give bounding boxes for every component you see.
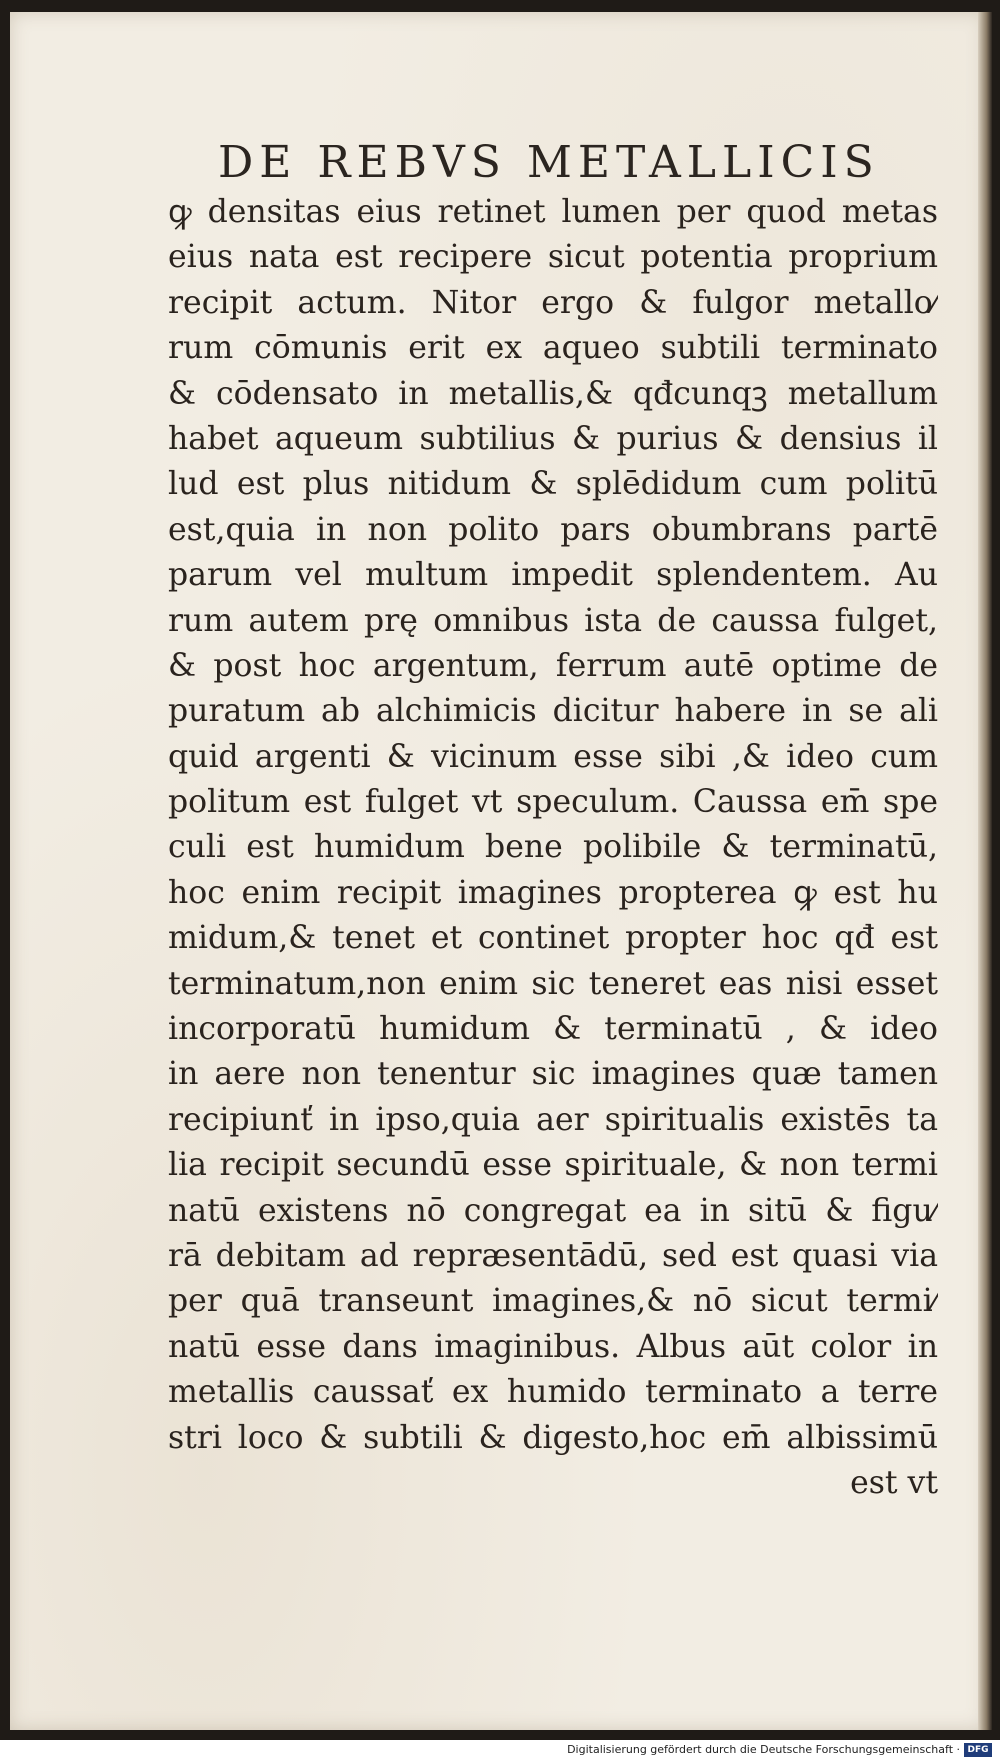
text-line: puratum ab alchimicis dicitur habere in se ali (168, 693, 938, 730)
dfg-logo-icon: DFG (964, 1743, 992, 1757)
text-line: rā debitam ad repræsentādū, sed est quasi via (168, 1237, 938, 1274)
text-line: hoc enim recipit imagines propterea ꝙ est hu (168, 874, 938, 911)
text-line: quid argenti & vicinum esse sibi ,& ideo cum (168, 738, 938, 775)
text-line: rum cōmunis erit ex aqueo subtili terminato (168, 330, 938, 367)
text-line: habet aqueum subtilius & purius & densius il (168, 420, 938, 457)
text-line: natū existens nō congregat ea in sitū & figu⁄ (168, 1192, 938, 1229)
funding-credit: Digitalisierung gefördert durch die Deutsche Forschungsgemeinschaft · (567, 1743, 960, 1756)
text-line: per quā transeunt imagines,& nō sicut termi⁄ (168, 1283, 938, 1320)
text-line: parum vel multum impedit splendentem. Au (168, 557, 938, 594)
text-line: recipit actum. Nitor ergo & fulgor metallo⁄ (168, 284, 938, 321)
text-line: & cōdensato in metallis,& qđcunqꝫ metallum (168, 375, 938, 412)
text-line: in aere non tenentur sic imagines quæ tamen (168, 1056, 938, 1093)
text-line: stri loco & subtili & digesto,hoc em̄ albissimū (168, 1419, 938, 1456)
text-line: midum,& tenet et continet propter hoc qđ est (168, 920, 938, 957)
book-page (10, 12, 985, 1730)
text-line: est,quia in non polito pars obumbrans partē (168, 511, 938, 548)
text-line: lia recipit secundū esse spirituale, & non termi (168, 1147, 938, 1184)
text-line: terminatum,non enim sic teneret eas nisi esset (168, 965, 938, 1002)
text-line: incorporatū humidum & terminatū , & ideo (168, 1011, 938, 1048)
text-line: natū esse dans imaginibus. Albus aūt color in (168, 1328, 938, 1365)
text-line: recipiunť in ipso,quia aer spiritualis existēs ta (168, 1101, 938, 1138)
text-line: lud est plus nitidum & splēdidum cum politū (168, 466, 938, 503)
text-line: metallis caussať ex humido terminato a terre (168, 1374, 938, 1411)
text-line: eius nata est recipere sicut potentia proprium (168, 239, 938, 276)
text-line: & post hoc argentum, ferrum autē optime de (168, 647, 938, 684)
text-line: politum est fulget vt speculum. Caussa em̄ spe (168, 784, 938, 821)
body-text (168, 190, 938, 1506)
catchword: est vt (850, 1464, 938, 1501)
page-edge (978, 12, 992, 1730)
text-line: ꝙ densitas eius retinet lumen per quod metas (168, 194, 938, 230)
text-line: culi est humidum bene polibile & terminatū, (168, 829, 938, 866)
footer-bar (0, 1740, 1000, 1761)
running-head: DE REBVS METALLICIS (218, 137, 880, 188)
text-line: rum autem prę omnibus ista de caussa fulget, (168, 602, 938, 639)
